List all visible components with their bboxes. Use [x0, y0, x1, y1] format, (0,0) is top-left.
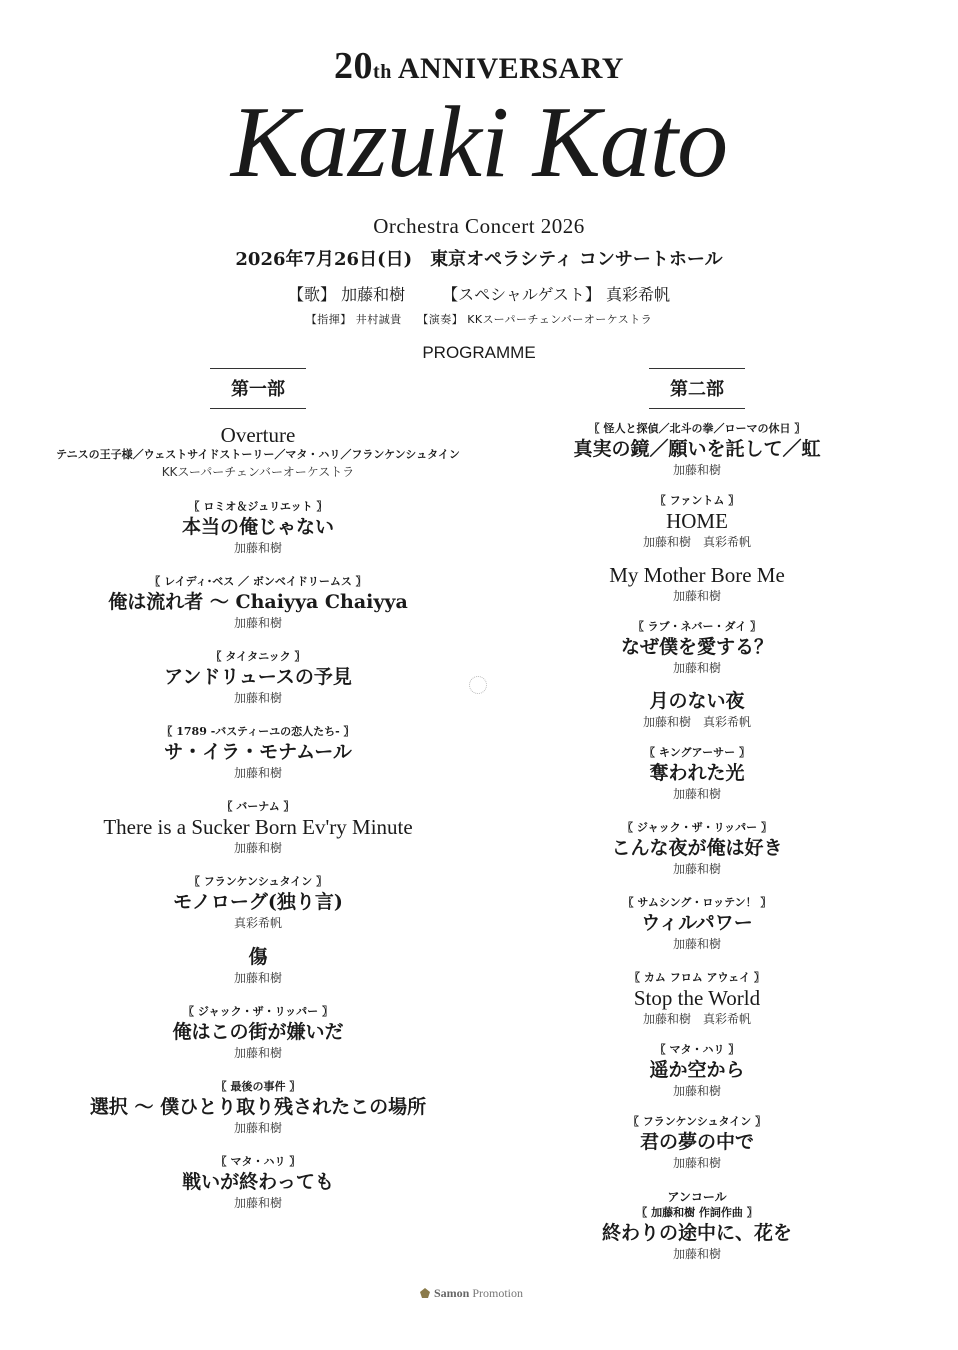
song-title: 選択 ～ 僕ひとり取り残されたこの場所 [89, 1096, 427, 1118]
song-performer: 加藤和樹 [672, 787, 721, 801]
song-item [472, 689, 922, 731]
song-performer: 加藤和樹 [672, 862, 721, 876]
anniversary-heading: 20th ANNIVERSARY [334, 45, 624, 87]
song-source-work: 〖 1789 -バスティーユの恋人たち- 〗 [161, 725, 355, 738]
song-item [10, 1079, 506, 1137]
song-performer: 加藤和樹 [233, 691, 282, 705]
song-item [10, 799, 506, 857]
song-item [472, 493, 922, 551]
song-performer: 加藤和樹 [672, 463, 721, 477]
song-performer: 真彩希帆 [233, 916, 282, 930]
loading-spinner-icon [469, 676, 487, 694]
song-title: 俺はこの街が嫌いだ [172, 1021, 344, 1043]
cast-line: 【歌】 加藤和樹 【スペシャルゲスト】 真彩希帆 [288, 285, 670, 304]
song-source-work: 〖 ラブ・ネバー・ダイ 〗 [632, 620, 762, 633]
song-title: 奪われた光 [649, 762, 745, 784]
part-two [472, 368, 922, 1263]
song-source-work: 〖 キングアーサー 〗 [644, 746, 750, 759]
song-title: 本当の俺じゃない [181, 516, 334, 538]
part-two-song-list [472, 421, 922, 1263]
encore-label: アンコール [667, 1190, 727, 1204]
song-title: 君の夢の中で [639, 1131, 754, 1153]
song-title: アンドリュースの予見 [164, 666, 352, 688]
song-performer: 加藤和樹 [233, 841, 282, 855]
part-one-song-list [10, 423, 506, 1212]
song-performer: 加藤和樹 [233, 541, 282, 555]
staff-line: 【指揮】 井村誠貴 【演奏】 KKスーパーチェンバーオーケストラ [305, 313, 653, 326]
song-performer: KKスーパーチェンバーオーケストラ [161, 465, 355, 479]
song-source-work: 〖 マタ・ハリ 〗 [215, 1155, 301, 1168]
part-two-heading: 第二部 [649, 368, 745, 409]
song-performer: 加藤和樹 [233, 971, 282, 985]
song-title: 真実の鏡／願いを託して／虹 [573, 438, 821, 460]
song-performer: 加藤和樹 [233, 1046, 282, 1060]
song-title: 終わりの途中に、花を [601, 1222, 792, 1244]
song-title: 月のない夜 [649, 690, 745, 712]
song-source-work: 〖 レイディ･ベス ／ ボンベイドリームス 〗 [149, 575, 367, 588]
song-item [472, 563, 922, 605]
song-source-work: 〖 バーナム 〗 [221, 800, 295, 813]
pentagon-logo-icon [420, 1288, 430, 1298]
song-item [472, 1042, 922, 1100]
song-item [10, 724, 506, 782]
song-performer: 加藤和樹 [233, 766, 282, 780]
part-one [10, 368, 506, 1212]
song-performer: 加藤和樹 真彩希帆 [642, 715, 751, 729]
song-item [472, 820, 922, 878]
song-performer: 加藤和樹 [233, 1196, 282, 1210]
song-performer: 加藤和樹 [672, 589, 721, 603]
song-title: サ・イラ・モナムール [164, 741, 352, 763]
song-source-work: 〖 怪人と探偵／北斗の拳／ローマの休日 〗 [588, 422, 806, 435]
song-source-work: 〖 サムシング・ロッテン！ 〗 [622, 896, 772, 909]
song-source-work: 〖 フランケンシュタイン 〗 [627, 1115, 767, 1128]
song-item [472, 1114, 922, 1172]
song-performer: 加藤和樹 [233, 1121, 282, 1135]
song-title: 戦いが終わっても [182, 1171, 334, 1193]
song-item [472, 970, 922, 1028]
song-item [472, 619, 922, 677]
song-item [10, 574, 506, 632]
song-title: There is a Sucker Born Ev'ry Minute [103, 815, 413, 839]
song-performer: 加藤和樹 [233, 616, 282, 630]
song-source-work: 〖 フランケンシュタイン 〗 [188, 875, 328, 888]
song-item [10, 649, 506, 707]
song-item [10, 945, 506, 987]
song-source-work: 〖 タイタニック 〗 [210, 650, 306, 663]
song-title: モノローグ(独り言) [173, 891, 343, 913]
song-title: こんな夜が俺は好き [611, 837, 783, 859]
song-source-work: 〖 ロミオ＆ジュリエット 〗 [188, 500, 328, 513]
song-title: 遥か空から [649, 1059, 745, 1081]
song-performer: 加藤和樹 [672, 1156, 721, 1170]
song-title: なぜ僕を愛する？ [620, 636, 773, 658]
song-item [472, 895, 922, 953]
footer-credit: Samon Promotion [420, 1286, 550, 1301]
song-title: Overture [220, 423, 296, 447]
song-item [10, 1004, 506, 1062]
song-source-work: 〖 ジャック・ザ・リッパー 〗 [183, 1005, 333, 1018]
concert-subtitle: Orchestra Concert 2026 [373, 214, 585, 238]
song-item [10, 874, 506, 932]
song-title: 傷 [248, 946, 268, 968]
song-source-work: 〖 ジャック・ザ・リッパー 〗 [622, 821, 772, 834]
part-one-heading: 第一部 [210, 368, 306, 409]
logo-kazuki-kato: Kazuki Kato [230, 86, 728, 199]
song-item [472, 745, 922, 803]
song-source-work: 〖 最後の事件 〗 [215, 1080, 301, 1093]
programme-label: PROGRAMME [422, 343, 536, 362]
song-title: 俺は流れ者 ～ Chaiyya Chaiyya [108, 591, 408, 613]
date-venue: 2026年7月26日(日) 東京オペラシティ コンサートホール [235, 249, 723, 270]
song-performer: 加藤和樹 真彩希帆 [642, 1012, 751, 1026]
song-performer: 加藤和樹 真彩希帆 [642, 535, 751, 549]
song-source-work: 〖 カム フロム アウェイ 〗 [629, 971, 765, 984]
song-title: ウィルパワー [641, 912, 753, 934]
song-source-work: 〖 ファントム 〗 [654, 494, 740, 507]
song-title: Stop the World [633, 986, 761, 1010]
song-item [472, 1189, 922, 1263]
song-performer: 加藤和樹 [672, 937, 721, 951]
song-performer: 加藤和樹 [672, 661, 721, 675]
song-source-work: 〖 マタ・ハリ 〗 [654, 1043, 740, 1056]
song-source-work: 〖 加藤和樹 作詞作曲 〗 [636, 1206, 758, 1219]
song-item [10, 1154, 506, 1212]
song-item [472, 421, 922, 479]
song-title: My Mother Bore Me [609, 563, 785, 587]
song-performer: 加藤和樹 [672, 1247, 721, 1261]
song-performer: 加藤和樹 [672, 1084, 721, 1098]
song-item [10, 423, 506, 481]
song-item [10, 499, 506, 557]
song-medley-list: テニスの王子様／ウェストサイドストーリー／マタ・ハリ／フランケンシュタイン [56, 448, 460, 461]
song-title: HOME [666, 509, 728, 533]
